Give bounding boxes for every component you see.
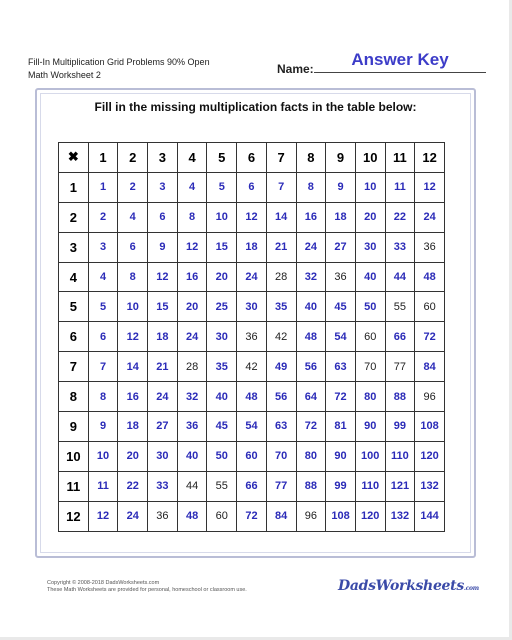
answer-cell: 49 xyxy=(266,352,296,382)
answer-cell: 22 xyxy=(118,471,148,501)
dadsworksheets-logo xyxy=(338,578,479,594)
row-header: 6 xyxy=(59,322,89,352)
given-cell: 55 xyxy=(207,471,237,501)
given-cell: 28 xyxy=(266,262,296,292)
answer-cell: 40 xyxy=(355,262,385,292)
answer-cell: 36 xyxy=(177,412,207,442)
answer-cell: 18 xyxy=(148,322,178,352)
answer-cell: 54 xyxy=(326,322,356,352)
row-header: 4 xyxy=(59,262,89,292)
given-cell: 36 xyxy=(415,232,445,262)
answer-cell: 54 xyxy=(237,412,267,442)
row-header: 7 xyxy=(59,352,89,382)
given-cell: 42 xyxy=(266,322,296,352)
answer-cell: 32 xyxy=(296,262,326,292)
column-header: 7 xyxy=(266,143,296,173)
worksheet-title-line2: Math Worksheet 2 xyxy=(28,70,101,80)
column-header: 5 xyxy=(207,143,237,173)
row-header: 2 xyxy=(59,202,89,232)
given-cell: 96 xyxy=(415,382,445,412)
answer-cell: 108 xyxy=(415,412,445,442)
answer-cell: 6 xyxy=(118,232,148,262)
answer-cell: 72 xyxy=(296,412,326,442)
answer-cell: 24 xyxy=(177,322,207,352)
answer-cell: 81 xyxy=(326,412,356,442)
column-header: 11 xyxy=(385,143,415,173)
row-header: 9 xyxy=(59,412,89,442)
given-cell: 60 xyxy=(415,292,445,322)
answer-cell: 3 xyxy=(148,172,178,202)
answer-cell: 12 xyxy=(177,232,207,262)
row-header: 5 xyxy=(59,292,89,322)
row-header: 12 xyxy=(59,501,89,531)
answer-cell: 100 xyxy=(355,441,385,471)
given-cell: 36 xyxy=(326,262,356,292)
answer-key-label: Answer Key xyxy=(351,50,449,69)
answer-cell: 11 xyxy=(385,172,415,202)
answer-cell: 16 xyxy=(118,382,148,412)
answer-cell: 14 xyxy=(118,352,148,382)
table-row xyxy=(59,292,445,322)
answer-cell: 56 xyxy=(266,382,296,412)
answer-cell: 72 xyxy=(237,501,267,531)
column-header: 10 xyxy=(355,143,385,173)
answer-cell: 50 xyxy=(355,292,385,322)
table-row xyxy=(59,501,445,531)
answer-cell: 90 xyxy=(326,441,356,471)
answer-cell: 33 xyxy=(385,232,415,262)
answer-cell: 5 xyxy=(88,292,118,322)
answer-cell: 30 xyxy=(355,232,385,262)
answer-cell: 21 xyxy=(266,232,296,262)
answer-cell: 84 xyxy=(266,501,296,531)
answer-cell: 48 xyxy=(296,322,326,352)
answer-cell: 84 xyxy=(415,352,445,382)
answer-cell: 10 xyxy=(355,172,385,202)
answer-cell: 9 xyxy=(326,172,356,202)
answer-cell: 72 xyxy=(415,322,445,352)
answer-cell: 11 xyxy=(88,471,118,501)
answer-cell: 18 xyxy=(237,232,267,262)
answer-cell: 10 xyxy=(207,202,237,232)
answer-cell: 4 xyxy=(88,262,118,292)
grid-header-row xyxy=(59,143,445,173)
answer-cell: 12 xyxy=(118,322,148,352)
answer-cell: 12 xyxy=(415,172,445,202)
worksheet-title xyxy=(28,56,228,82)
answer-cell: 21 xyxy=(148,352,178,382)
answer-cell: 88 xyxy=(385,382,415,412)
answer-cell: 2 xyxy=(118,172,148,202)
given-cell: 44 xyxy=(177,471,207,501)
answer-cell: 15 xyxy=(207,232,237,262)
answer-cell: 6 xyxy=(237,172,267,202)
answer-cell: 70 xyxy=(266,441,296,471)
answer-cell: 33 xyxy=(148,471,178,501)
answer-cell: 25 xyxy=(207,292,237,322)
answer-cell: 80 xyxy=(355,382,385,412)
answer-cell: 20 xyxy=(118,441,148,471)
given-cell: 42 xyxy=(237,352,267,382)
table-row xyxy=(59,202,445,232)
answer-cell: 45 xyxy=(207,412,237,442)
answer-cell: 132 xyxy=(415,471,445,501)
answer-cell: 120 xyxy=(415,441,445,471)
column-header: 12 xyxy=(415,143,445,173)
answer-cell: 80 xyxy=(296,441,326,471)
answer-cell: 1 xyxy=(88,172,118,202)
answer-cell: 132 xyxy=(385,501,415,531)
copyright-text: Copyright © 2008-2018 DadsWorksheets.com xyxy=(47,580,160,586)
answer-cell: 24 xyxy=(415,202,445,232)
given-cell: 60 xyxy=(355,322,385,352)
table-row xyxy=(59,441,445,471)
answer-cell: 7 xyxy=(266,172,296,202)
answer-cell: 40 xyxy=(207,382,237,412)
answer-cell: 77 xyxy=(266,471,296,501)
usage-notice: These Math Worksheets are provided for personal, homeschool or classroom use. xyxy=(47,587,247,593)
row-header: 8 xyxy=(59,382,89,412)
footer xyxy=(47,580,247,594)
column-header: 9 xyxy=(326,143,356,173)
answer-cell: 20 xyxy=(207,262,237,292)
answer-cell: 63 xyxy=(326,352,356,382)
answer-cell: 99 xyxy=(385,412,415,442)
answer-cell: 88 xyxy=(296,471,326,501)
answer-cell: 66 xyxy=(385,322,415,352)
multiplication-grid xyxy=(58,142,445,532)
answer-cell: 8 xyxy=(177,202,207,232)
answer-cell: 30 xyxy=(207,322,237,352)
answer-cell: 18 xyxy=(118,412,148,442)
answer-cell: 72 xyxy=(326,382,356,412)
answer-cell: 60 xyxy=(237,441,267,471)
answer-cell: 3 xyxy=(88,232,118,262)
answer-cell: 48 xyxy=(177,501,207,531)
answer-cell: 14 xyxy=(266,202,296,232)
row-header: 1 xyxy=(59,172,89,202)
answer-cell: 30 xyxy=(237,292,267,322)
answer-cell: 35 xyxy=(207,352,237,382)
given-cell: 77 xyxy=(385,352,415,382)
answer-cell: 64 xyxy=(296,382,326,412)
table-row xyxy=(59,232,445,262)
given-cell: 96 xyxy=(296,501,326,531)
multiply-icon: ✖ xyxy=(59,143,89,173)
table-row xyxy=(59,382,445,412)
row-header: 10 xyxy=(59,441,89,471)
table-row xyxy=(59,262,445,292)
answer-cell: 48 xyxy=(415,262,445,292)
table-row xyxy=(59,172,445,202)
answer-cell: 2 xyxy=(88,202,118,232)
answer-cell: 18 xyxy=(326,202,356,232)
answer-cell: 4 xyxy=(177,172,207,202)
answer-cell: 40 xyxy=(177,441,207,471)
answer-cell: 63 xyxy=(266,412,296,442)
answer-cell: 27 xyxy=(326,232,356,262)
answer-cell: 35 xyxy=(266,292,296,322)
table-row xyxy=(59,471,445,501)
answer-cell: 99 xyxy=(326,471,356,501)
logo-text: DadsWorksheets xyxy=(338,578,464,594)
answer-cell: 6 xyxy=(88,322,118,352)
answer-cell: 6 xyxy=(148,202,178,232)
given-cell: 70 xyxy=(355,352,385,382)
answer-cell: 44 xyxy=(385,262,415,292)
given-cell: 36 xyxy=(148,501,178,531)
worksheet-title-line1: Fill-In Multiplication Grid Problems 90% Open xyxy=(28,57,210,67)
answer-cell: 12 xyxy=(148,262,178,292)
answer-cell: 48 xyxy=(237,382,267,412)
answer-cell: 20 xyxy=(355,202,385,232)
answer-cell: 108 xyxy=(326,501,356,531)
given-cell: 36 xyxy=(237,322,267,352)
instructions: Fill in the missing multiplication facts in the table below: xyxy=(94,100,417,114)
table-row xyxy=(59,412,445,442)
answer-cell: 20 xyxy=(177,292,207,322)
name-label: Name: xyxy=(277,62,314,76)
answer-cell: 45 xyxy=(326,292,356,322)
answer-cell: 24 xyxy=(237,262,267,292)
column-header: 2 xyxy=(118,143,148,173)
column-header: 3 xyxy=(148,143,178,173)
answer-cell: 15 xyxy=(148,292,178,322)
answer-cell: 144 xyxy=(415,501,445,531)
answer-cell: 24 xyxy=(118,501,148,531)
given-cell: 55 xyxy=(385,292,415,322)
row-header: 11 xyxy=(59,471,89,501)
answer-cell: 27 xyxy=(148,412,178,442)
answer-cell: 24 xyxy=(148,382,178,412)
answer-cell: 9 xyxy=(148,232,178,262)
answer-cell: 22 xyxy=(385,202,415,232)
row-header: 3 xyxy=(59,232,89,262)
answer-cell: 12 xyxy=(88,501,118,531)
answer-cell: 4 xyxy=(118,202,148,232)
answer-cell: 10 xyxy=(88,441,118,471)
name-underline xyxy=(314,72,486,73)
table-row xyxy=(59,322,445,352)
answer-cell: 8 xyxy=(296,172,326,202)
column-header: 4 xyxy=(177,143,207,173)
answer-cell: 8 xyxy=(118,262,148,292)
given-cell: 60 xyxy=(207,501,237,531)
column-header: 6 xyxy=(237,143,267,173)
logo-suffix: .com xyxy=(463,585,479,592)
answer-cell: 110 xyxy=(355,471,385,501)
answer-cell: 30 xyxy=(148,441,178,471)
answer-cell: 5 xyxy=(207,172,237,202)
answer-cell: 7 xyxy=(88,352,118,382)
answer-cell: 16 xyxy=(296,202,326,232)
answer-cell: 66 xyxy=(237,471,267,501)
answer-cell: 10 xyxy=(118,292,148,322)
answer-cell: 50 xyxy=(207,441,237,471)
answer-cell: 56 xyxy=(296,352,326,382)
answer-cell: 32 xyxy=(177,382,207,412)
column-header: 8 xyxy=(296,143,326,173)
answer-cell: 12 xyxy=(237,202,267,232)
answer-cell: 40 xyxy=(296,292,326,322)
answer-cell: 120 xyxy=(355,501,385,531)
table-row xyxy=(59,352,445,382)
answer-cell: 9 xyxy=(88,412,118,442)
answer-cell: 121 xyxy=(385,471,415,501)
answer-cell: 90 xyxy=(355,412,385,442)
answer-cell: 110 xyxy=(385,441,415,471)
given-cell: 28 xyxy=(177,352,207,382)
answer-cell: 16 xyxy=(177,262,207,292)
answer-cell: 8 xyxy=(88,382,118,412)
answer-cell: 24 xyxy=(296,232,326,262)
column-header: 1 xyxy=(88,143,118,173)
